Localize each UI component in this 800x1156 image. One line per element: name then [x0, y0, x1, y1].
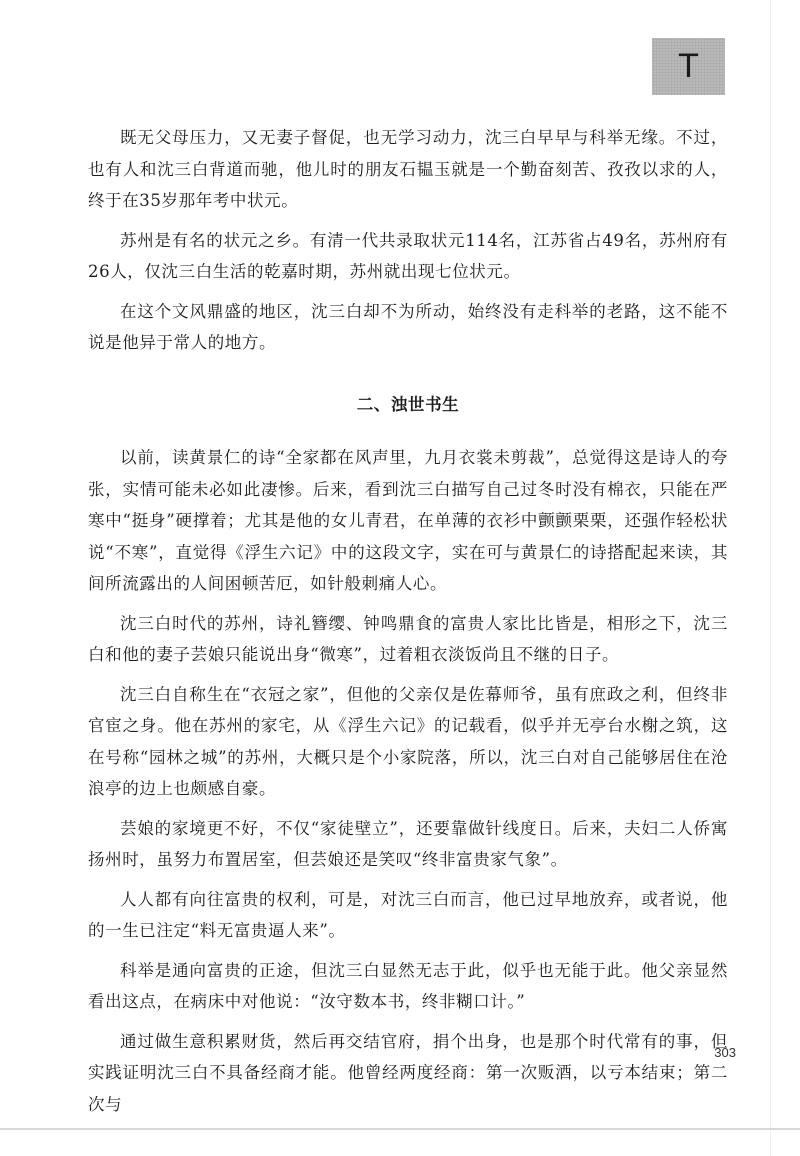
paragraph: 既无父母压力，又无妻子督促，也无学习动力，沈三白早早与科举无缘。不过，也有人和沈三白背道而驰，他儿时的朋友石韫玉就是一个勤奋刻苦、孜孜以求的人，终于在35岁那年考中状元。 [88, 128, 728, 210]
paragraph: 人人都有向往富贵的权利，可是，对沈三白而言，他已过早地放弃，或者说，他的一生已注定“料无富贵逼人来”。 [88, 889, 728, 940]
paragraph: 苏州是有名的状元之乡。有清一代共录取状元114名，江苏省占49名，苏州府有26人，仅沈三白生活的乾嘉时期，苏州就出现七位状元。 [88, 230, 728, 281]
paragraph: 科举是通向富贵的正途，但沈三白显然无志于此，似乎也无能于此。他父亲显然看出这点，在病床中对他说：“汝守数本书，终非糊口计。” [88, 960, 728, 1011]
chapter-tab [652, 38, 725, 95]
chapter-tab-letter: T [678, 47, 699, 85]
page-edge-bottom [0, 1128, 800, 1130]
paragraph: 以前，读黄景仁的诗“全家都在风声里，九月衣裳未剪裁”，总觉得这是诗人的夸张，实情可能未必如此凄惨。后来，看到沈三白描写自己过冬时没有棉衣，只能在严寒中“挺身”硬撑着；尤其是他的女儿青君，在单薄的衣衫中颤颤栗栗，还强作轻松状说“不寒”，直觉得《浮生六记》中的这段文字，实在可与黄景仁的诗搭配起来读，其间所流露出的人间困顿苦厄，如针般刺痛人心。 [88, 448, 728, 593]
page-edge-right [770, 0, 771, 1156]
paragraph: 在这个文风鼎盛的地区，沈三白却不为所动，始终没有走科举的老路，这不能不说是他异于常人的地方。 [88, 301, 728, 352]
body-text [88, 122, 728, 1128]
paragraph: 通过做生意积累财货，然后再交结官府，捐个出身，也是那个时代常有的事，但实践证明沈三白不具备经商才能。他曾经两度经商：第一次贩酒，以亏本结束；第二次与 [88, 1031, 728, 1114]
paragraph: 沈三白时代的苏州，诗礼簪缨、钟鸣鼎食的富贵人家比比皆是，相形之下，沈三白和他的妻子芸娘只能说出身“微寒”，过着粗衣淡饭尚且不继的日子。 [88, 613, 728, 664]
section-heading: 二、浊世书生 [356, 394, 460, 414]
paragraph: 芸娘的家境更不好，不仅“家徒壁立”，还要靠做针线度日。后来，夫妇二人侨寓扬州时，虽努力布置居室，但芸娘还是笑叹“终非富贵家气象”。 [88, 818, 728, 869]
paragraph: 沈三白自称生在“衣冠之家”，但他的父亲仅是佐幕师爷，虽有庶政之利，但终非官宦之身。他在苏州的家宅，从《浮生六记》的记载看，似乎并无亭台水榭之筑，这在号称“园林之城”的苏州，大概只是个小家院落，所以，沈三白对自己能够居住在沧浪亭的边上也颇感自豪。 [88, 684, 728, 798]
page-number: 303 [714, 1045, 736, 1060]
